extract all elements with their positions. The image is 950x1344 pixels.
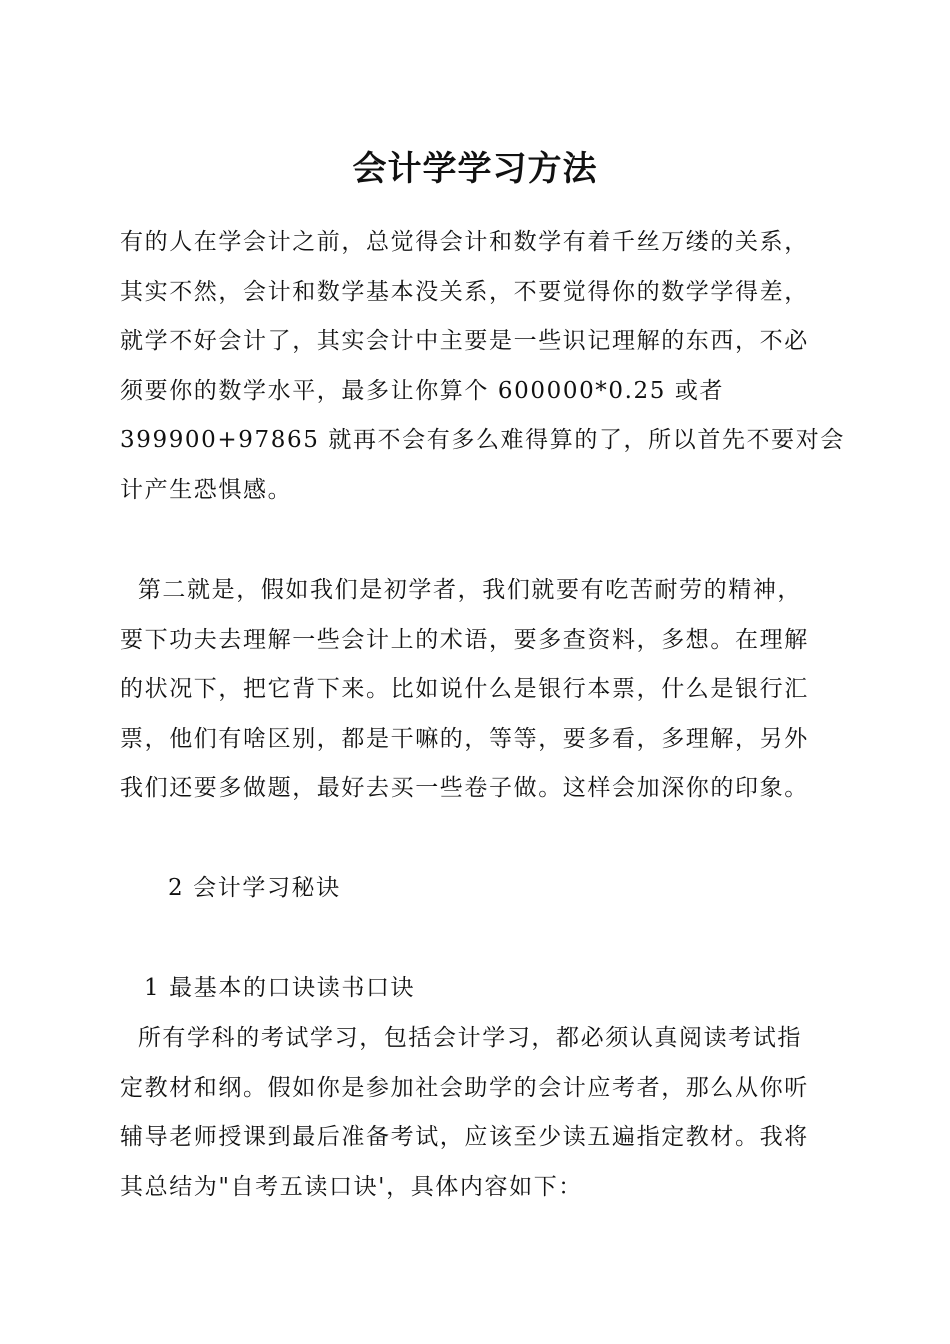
paragraph-1 — [120, 218, 845, 516]
text-line: 第二就是，假如我们是初学者，我们就要有吃苦耐劳的精神， — [120, 577, 803, 603]
paragraph-2 — [120, 566, 835, 814]
section-heading: 2 会计学习秘诀 — [168, 875, 341, 901]
text-line: 399900+97865 就再不会有多么难得算的了，所以首先不要对会 — [120, 427, 845, 454]
text-line: 我们还要多做题，最好去买一些卷子做。这样会加深你的印象。 — [120, 775, 809, 802]
text-line: 其总结为"自考五读口诀'，具体内容如下： — [120, 1173, 583, 1200]
text-line: 就学不好会计了，其实会计中主要是一些识记理解的东西，不必 — [120, 328, 809, 355]
text-line: 有的人在学会计之前，总觉得会计和数学有着千丝万缕的关系， — [120, 229, 809, 255]
text-line: 票，他们有啥区别，都是干嘛的，等等，要多看，多理解，另外 — [120, 725, 809, 752]
text-line: 辅导老师授课到最后准备考试，应该至少读五遍指定教材。我将 — [120, 1124, 809, 1151]
text-line: 须要你的数学水平，最多让你算个 600000*0.25 或者 — [120, 377, 725, 404]
text-line: 定教材和纲。假如你是参加社会助学的会计应考者，那么从你听 — [120, 1074, 809, 1101]
paragraph-3 — [120, 1014, 835, 1212]
text-line: 要下功夫去理解一些会计上的术语，要多查资料，多想。在理解 — [120, 626, 809, 653]
text-line: 所有学科的考试学习，包括会计学习，都必须认真阅读考试指 — [120, 1025, 803, 1051]
text-line: 的状况下，把它背下来。比如说什么是银行本票，什么是银行汇 — [120, 676, 809, 703]
subsection-heading: 1 最基本的口诀读书口诀 — [144, 975, 416, 1001]
document-title: 会计学学习方法 — [352, 149, 598, 189]
text-line: 计产生恐惧感。 — [120, 476, 293, 503]
text-line: 其实不然，会计和数学基本没关系，不要觉得你的数学学得差， — [120, 278, 809, 305]
